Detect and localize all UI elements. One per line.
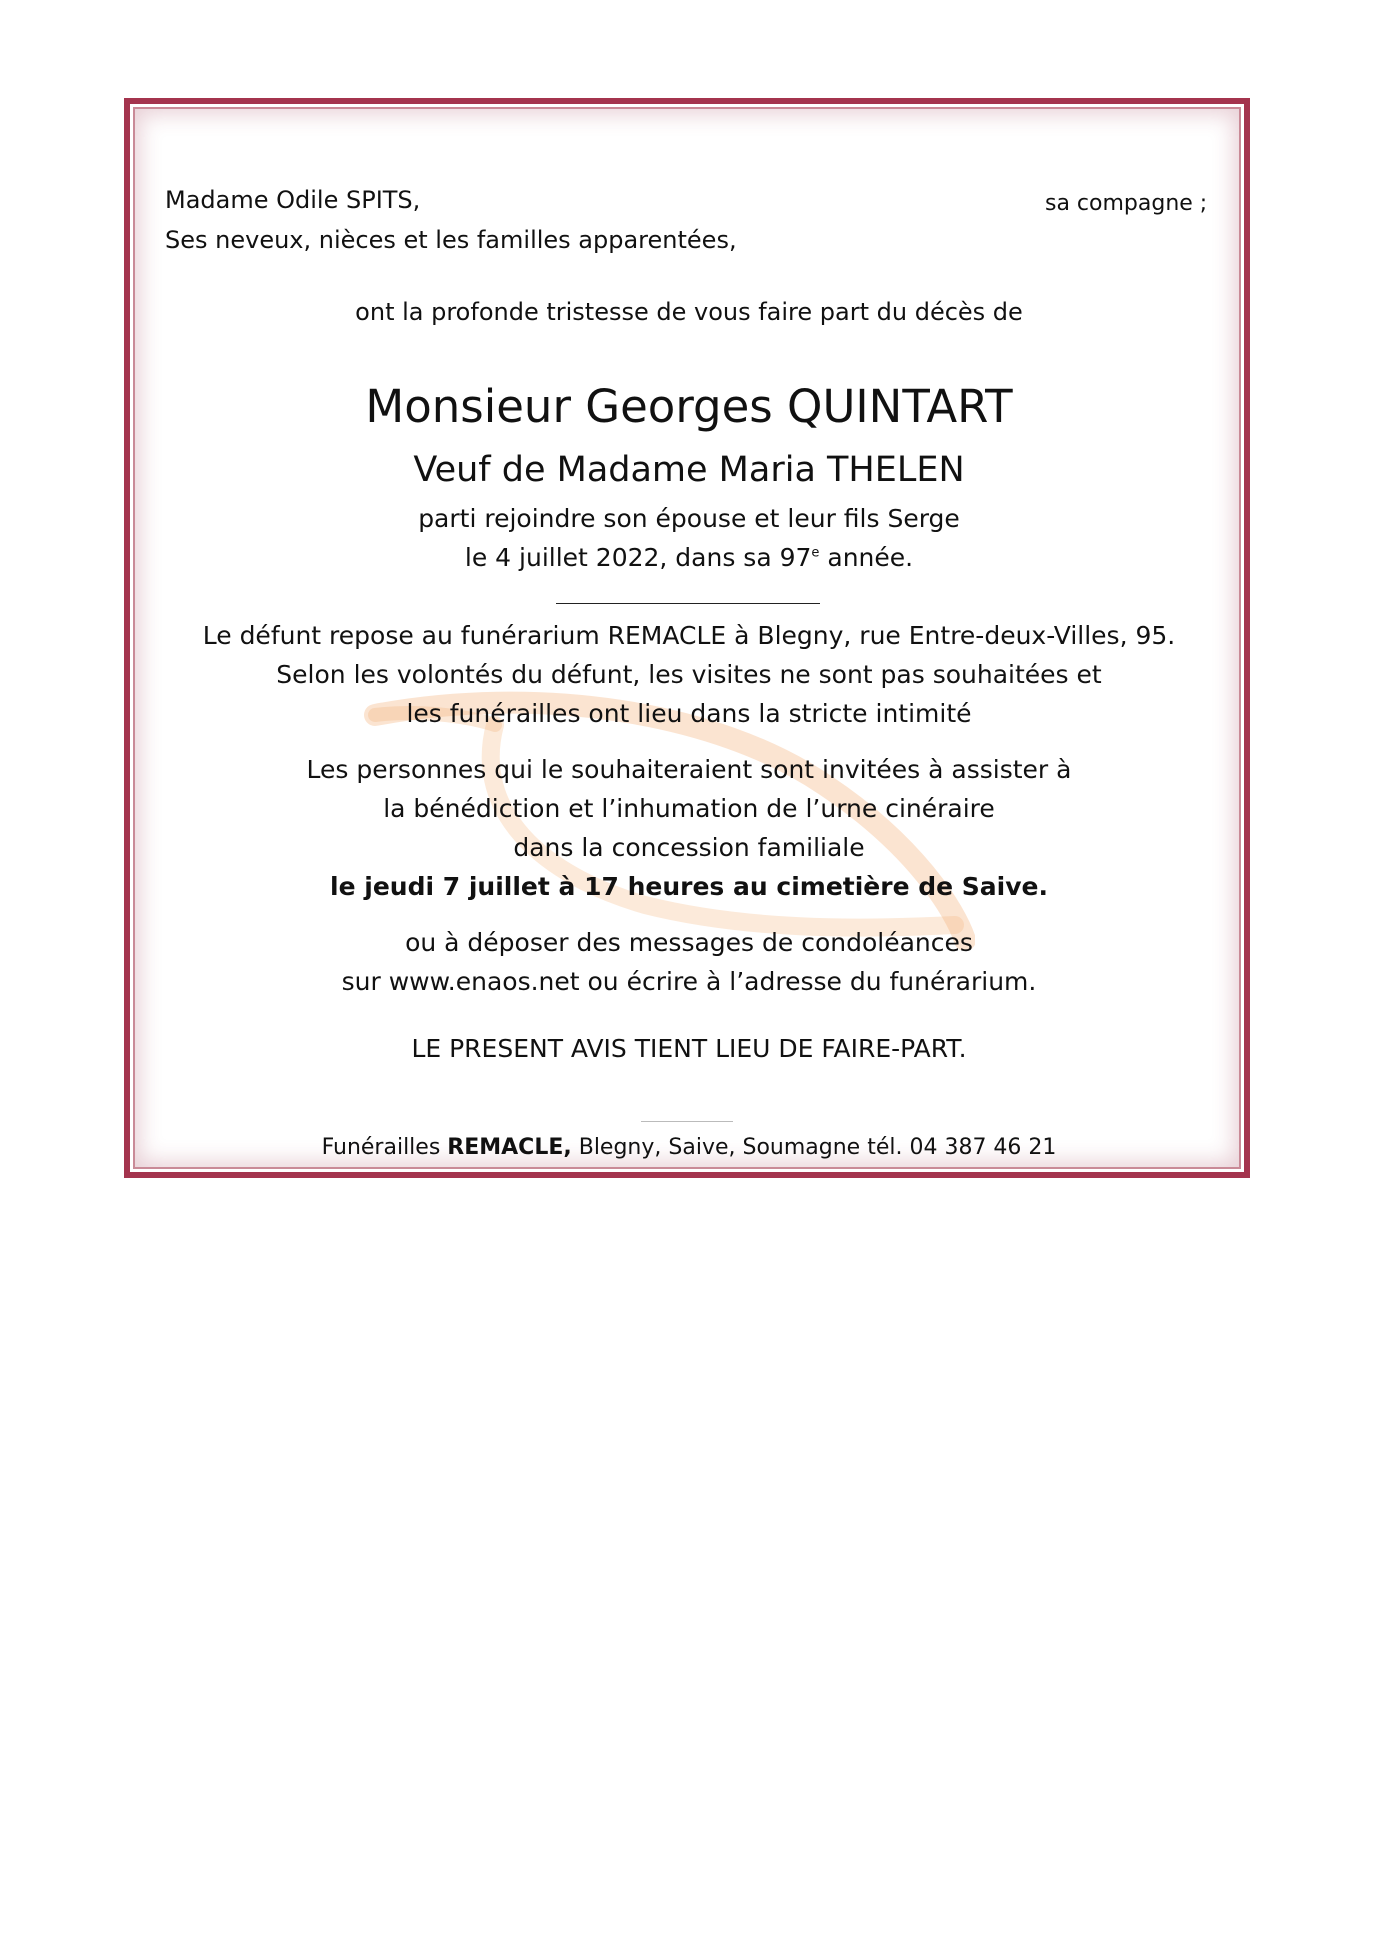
condolences-line-2: sur www.enaos.net ou écrire à l’adresse du funérarium. xyxy=(341,967,1037,996)
ceremony-datetime: le jeudi 7 juillet à 17 heures au cimetière de Saive. xyxy=(330,872,1048,901)
deceased-name: Monsieur Georges QUINTART xyxy=(365,380,1013,433)
date-line xyxy=(0,543,1378,572)
condolences-line-1: ou à déposer des messages de condoléances xyxy=(405,928,973,957)
date-suffix: année. xyxy=(819,543,914,572)
header-family: Ses neveux, nièces et les familles apparentées, xyxy=(165,226,737,254)
ceremony-line-2: la bénédiction et l’inhumation de l’urne cinéraire xyxy=(383,794,995,823)
ceremony-line-3: dans la concession familiale xyxy=(513,833,865,862)
reunion-line: parti rejoindre son épouse et leur fils Serge xyxy=(418,504,960,533)
date-superscript: e xyxy=(811,545,820,561)
header-right-note: sa compagne ; xyxy=(1045,191,1208,216)
separator-line xyxy=(556,603,820,604)
footer-separator xyxy=(641,1121,733,1122)
intro-text: ont la profonde tristesse de vous faire part du décès de xyxy=(355,298,1023,326)
rest-line-2: Selon les volontés du défunt, les visites ne sont pas souhaitées et xyxy=(276,660,1102,689)
rest-line-1: Le défunt repose au funérarium REMACLE à Blegny, rue Entre-deux-Villes, 95. xyxy=(202,621,1176,650)
footer-brand: REMACLE, xyxy=(447,1135,572,1160)
footer xyxy=(0,1135,1378,1160)
footer-suffix: Blegny, Saive, Soumagne tél. 04 387 46 21 xyxy=(571,1135,1057,1160)
rest-line-3: les funérailles ont lieu dans la stricte intimité xyxy=(406,699,972,728)
date-prefix: le 4 juillet 2022, dans sa 97 xyxy=(464,543,812,572)
header-companion-name: Madame Odile SPITS, xyxy=(165,186,421,214)
ceremony-line-1: Les personnes qui le souhaiteraient sont invitées à assister à xyxy=(306,755,1072,784)
widow-line: Veuf de Madame Maria THELEN xyxy=(413,450,965,490)
footer-prefix: Funérailles xyxy=(321,1135,448,1160)
notice-text: LE PRESENT AVIS TIENT LIEU DE FAIRE-PART. xyxy=(411,1034,967,1063)
